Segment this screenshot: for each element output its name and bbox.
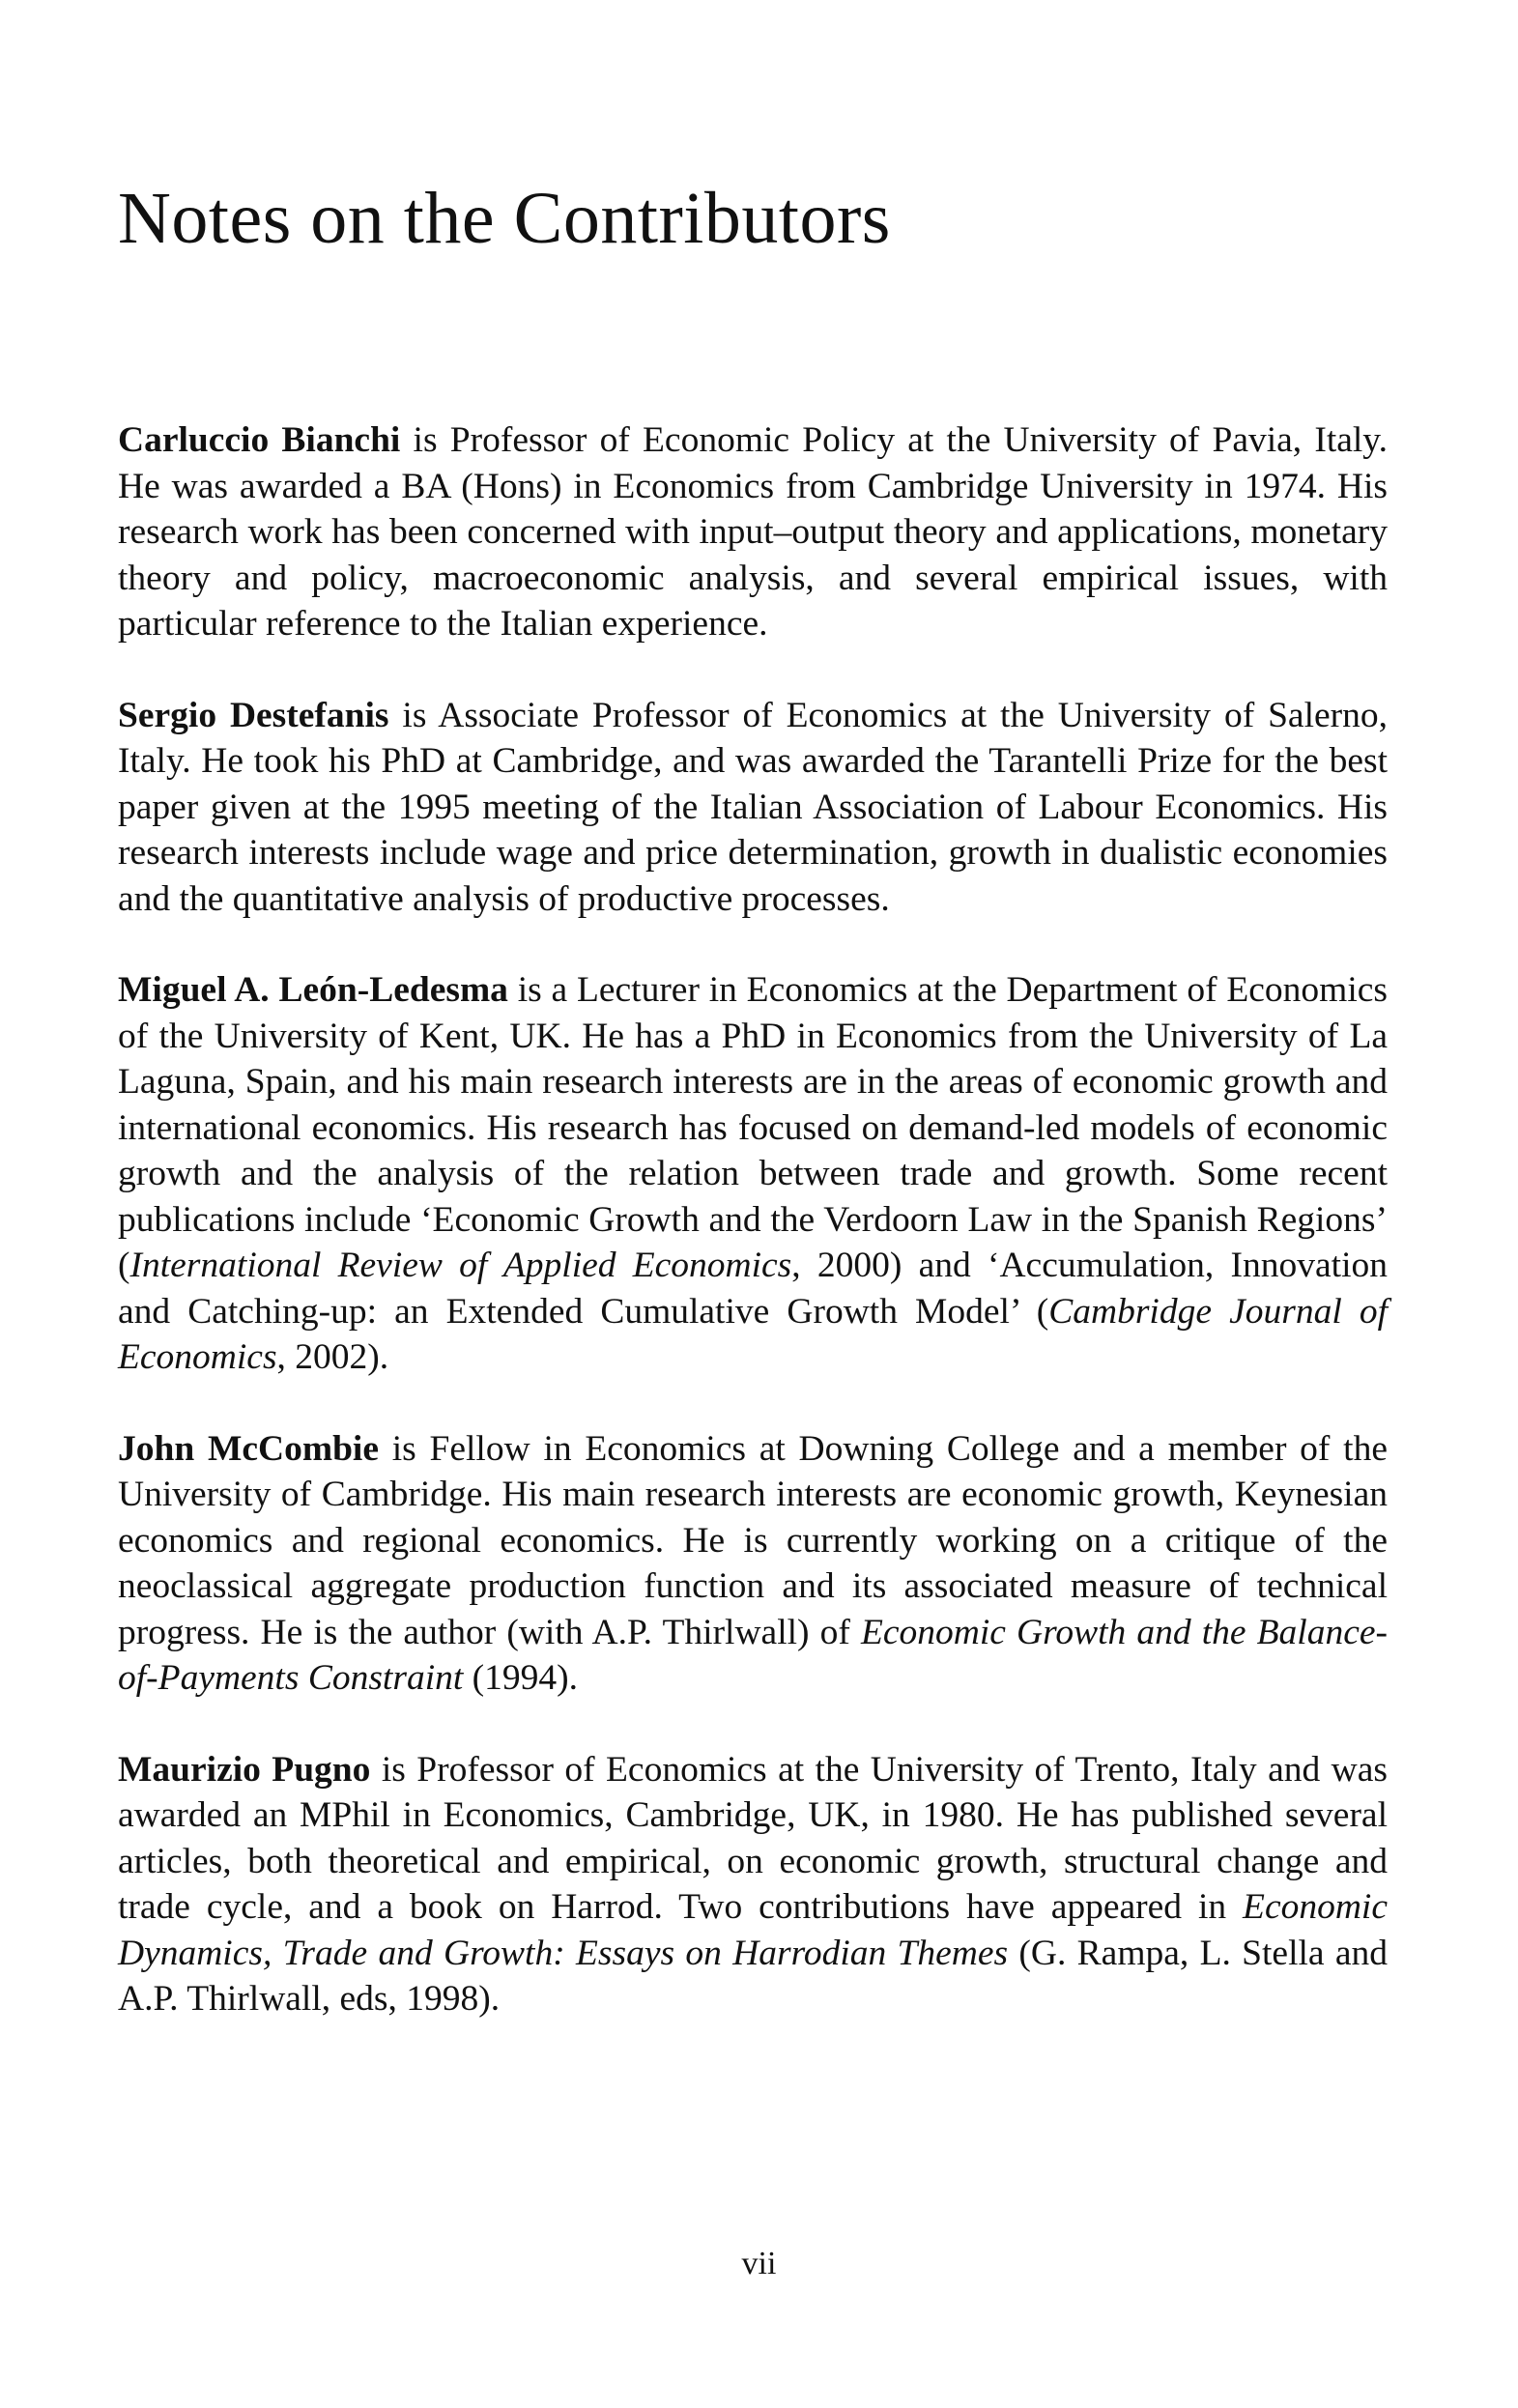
contributor-bio: , 2000) and ‘Accumulation, Innovation and Catching-up: an Extended Cumulative Growth Model’ ( bbox=[118, 1246, 1388, 1332]
contributor-bio: is Associate Professor of Economics at the University of Salerno, Italy. He took his PhD at Cambridge, and was awarded the Tarantelli Prize for the best paper given at the 1995 meeting of the Italian Association of Labour Economics. His research interests include wage and price determination, growth in dualistic economies and the quantitative analysis of productive processes. bbox=[118, 695, 1388, 919]
contributor-entry-mccombie bbox=[118, 1426, 1388, 1702]
contributor-entry-leon-ledesma bbox=[118, 967, 1388, 1381]
contributor-bio: is a Lecturer in Economics at the Department of Economics of the University of Kent, UK. He has a PhD in Economics from the University of La Laguna, Spain, and his main research interests are in the areas of economic growth and international economics. His research has focused on demand-led models of economic growth and the analysis of the relation between trade and growth. Some recent publications include ‘Economic Growth and the Verdoorn Law in the Spanish Regions’ ( bbox=[118, 970, 1388, 1285]
contributor-bio: , 2002). bbox=[276, 1337, 389, 1377]
contributor-name: Maurizio Pugno bbox=[118, 1749, 371, 1790]
contributor-entry-bianchi bbox=[118, 417, 1388, 647]
page-title: Notes on the Contributors bbox=[118, 178, 891, 259]
contributor-bio: is Professor of Economic Policy at the University of Pavia, Italy. He was awarded a BA (Hons) in Economics from Cambridge University in 1974. His research work has been concerned with input–output theory and applications, monetary theory and policy, macroeconomic analysis, and several empirical issues, with particular reference to the Italian experience. bbox=[118, 420, 1388, 644]
contributor-bio: is Professor of Economics at the University of Trento, Italy and was awarded an MPhil in Economics, Cambridge, UK, in 1980. He has published several articles, both theoretical and empirical, on economic growth, structural change and trade cycle, and a book on Harrod. Two contributions have appeared in bbox=[118, 1749, 1388, 1927]
contributor-name: Miguel A. León-Ledesma bbox=[118, 970, 508, 1010]
publication-title: Cambridge Journal of Economics bbox=[118, 1291, 1389, 1377]
contributor-name: Sergio Destefanis bbox=[118, 695, 389, 735]
publication-title: International Review of Applied Economics bbox=[129, 1246, 792, 1285]
contributor-bio: is Fellow in Economics at Downing College and a member of the University of Cambridge. His main research interests are economic growth, Keynesian economics and regional economics. He is currently working on a critique of the neoclassical aggregate production function and its associated measure of technical progress. He is the author (with A.P. Thirlwall) of bbox=[118, 1428, 1388, 1652]
contributor-name: John McCombie bbox=[118, 1428, 379, 1469]
contributor-name: Carluccio Bianchi bbox=[118, 420, 401, 460]
publication-title: Economic Dynamics, Trade and Growth: Essays on Harrodian Themes bbox=[118, 1887, 1388, 1973]
publication-title: Economic Growth and the Balance-of-Payments Constraint bbox=[118, 1612, 1388, 1698]
contributor-entry-destefanis bbox=[118, 693, 1388, 923]
contributor-bio: (1994). bbox=[463, 1658, 579, 1698]
contributor-bio: (G. Rampa, L. Stella and A.P. Thirlwall, eds, 1998). bbox=[118, 1933, 1388, 2019]
contributor-entry-pugno bbox=[118, 1747, 1388, 2022]
page-number: vii bbox=[741, 2246, 777, 2281]
contributor-list bbox=[118, 417, 1388, 2068]
